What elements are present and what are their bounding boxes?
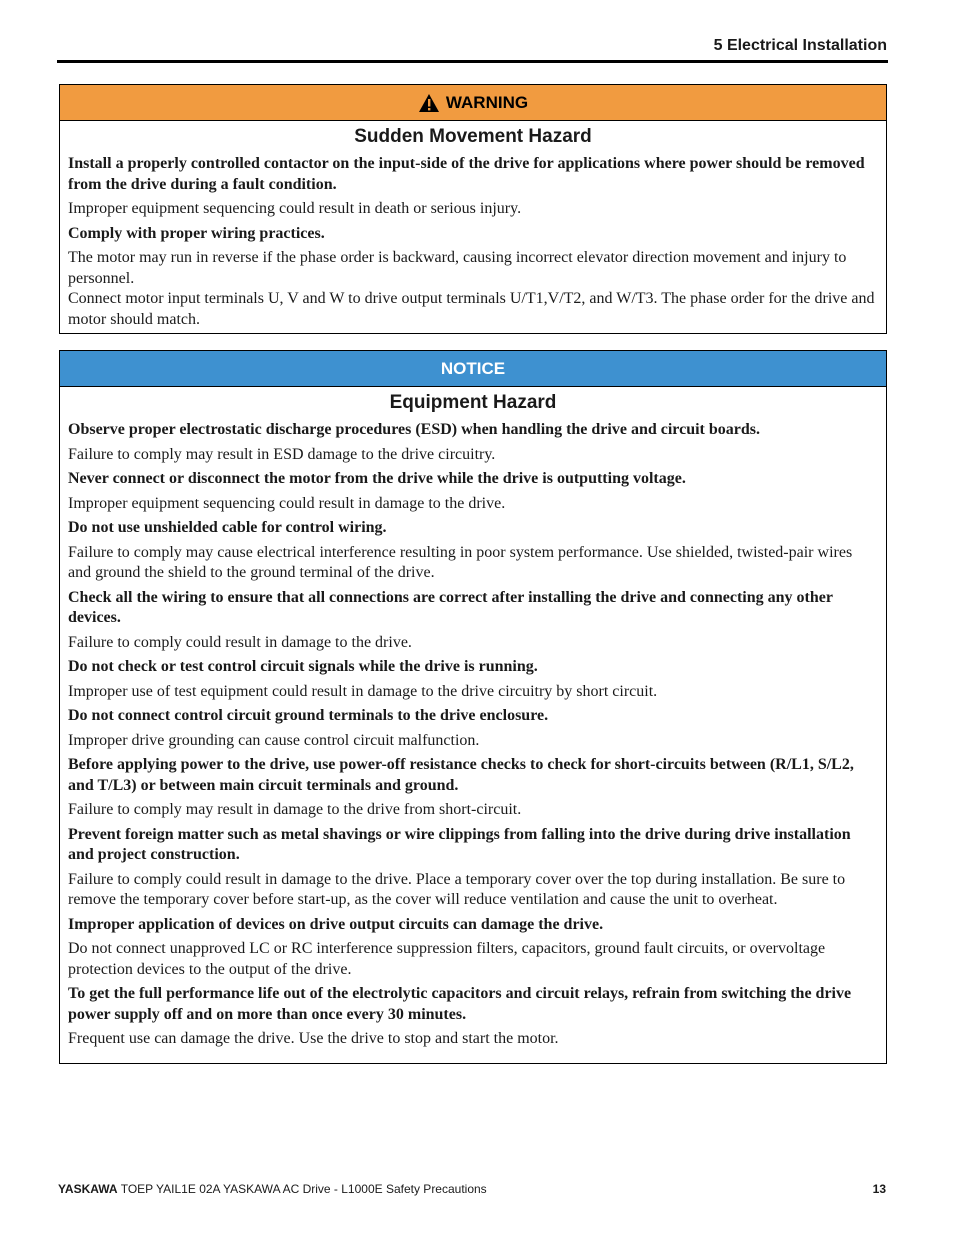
notice-box	[59, 350, 887, 1064]
warning-box	[59, 84, 887, 334]
warning-banner-label: WARNING	[445, 92, 529, 112]
page-footer	[58, 1182, 886, 1196]
warning-banner	[60, 85, 886, 121]
notice-item-text: Failure to comply could result in damage to the drive.	[68, 633, 412, 651]
notice-item-text: Frequent use can damage the drive. Use the drive to stop and start the motor.	[68, 1030, 559, 1047]
notice-item-text: Improper drive grounding can cause control circuit malfunction.	[68, 731, 480, 749]
warning-item-text: Improper equipment sequencing could result in death or serious injury.	[68, 200, 522, 217]
notice-item-text: Improper use of test equipment could result in damage to the drive circuitry by short circuit.	[68, 682, 658, 700]
notice-item-bold: Check all the wiring to ensure that all connections are correct after installing the drive and connecting any other devices.	[68, 588, 833, 626]
page-header: 5 Electrical Installation	[713, 37, 887, 54]
notice-item-bold: Observe proper electrostatic discharge procedures (ESD) when handling the drive and circuit boards.	[68, 421, 760, 438]
notice-item-bold: Do not check or test control circuit signals while the drive is running.	[68, 658, 538, 675]
notice-item-bold: Prevent foreign matter such as metal shavings or wire clippings from falling into the drive during drive installation and project construction.	[68, 825, 851, 863]
notice-item-text: Improper equipment sequencing could result in damage to the drive.	[68, 494, 506, 512]
notice-item-bold: Do not connect control circuit ground terminals to the drive enclosure.	[68, 707, 549, 724]
footer-doc-info	[58, 1182, 487, 1196]
header-rule	[57, 60, 888, 63]
notice-item-text: Failure to comply could result in damage to the drive. Place a temporary cover over the top during installation. Be sure to remove the temporary cover before start-up, as the cover will reduce ventilation and cause the unit to overheat.	[68, 870, 846, 908]
notice-hazard-title: Equipment Hazard	[389, 392, 557, 413]
page-number: 13	[872, 1182, 886, 1196]
warning-item-text: Connect motor input terminals U, V and W to drive output terminals U/T1,V/T2, and W/T3. The phase order for the drive and motor should match.	[68, 290, 875, 328]
notice-item-text: Failure to comply may result in ESD damage to the drive circuitry.	[68, 445, 496, 463]
notice-item-bold: Improper application of devices on drive output circuits can damage the drive.	[68, 915, 604, 933]
notice-item-text: Failure to comply may result in damage to the drive from short-circuit.	[68, 801, 522, 818]
notice-item-bold: Never connect or disconnect the motor from the drive while the drive is outputting voltage.	[68, 470, 686, 487]
notice-item-bold: Before applying power to the drive, use power-off resistance checks to check for short-circuits between (R/L1, S/L2, and T/L3) or between main circuit terminals and ground.	[68, 756, 854, 794]
warning-content	[60, 154, 886, 330]
notice-item-bold: Do not use unshielded cable for control wiring.	[68, 519, 387, 536]
notice-banner-label: NOTICE	[440, 358, 506, 378]
notice-banner	[60, 351, 886, 387]
warning-hazard-title: Sudden Movement Hazard	[354, 126, 592, 147]
warning-triangle-icon	[418, 93, 440, 113]
footer-doc-title: TOEP YAIL1E 02A YASKAWA AC Drive - L1000E Safety Precautions	[120, 1182, 487, 1196]
warning-item-bold: Install a properly controlled contactor on the input-side of the drive for applications where power should be removed from the drive during a fault condition.	[68, 155, 865, 193]
notice-item-text: Do not connect unapproved LC or RC interference suppression filters, capacitors, ground fault circuits, or overvoltage protection devices to the output of the drive.	[68, 940, 826, 978]
notice-content	[60, 420, 886, 1050]
notice-item-bold: To get the full performance life out of the electrolytic capacitors and circuit relays, refrain from switching the drive power supply off and on more than once every 30 minutes.	[68, 985, 852, 1023]
footer-brand: YASKAWA	[58, 1182, 118, 1196]
notice-item-text: Failure to comply may cause electrical interference resulting in poor system performance. Use shielded, twisted-pair wires and ground the shield to the ground terminal of the drive.	[68, 543, 853, 581]
warning-item-bold: Comply with proper wiring practices.	[68, 224, 325, 242]
warning-item-text: The motor may run in reverse if the phase order is backward, causing incorrect elevator direction movement and injury to personnel.	[68, 249, 847, 287]
